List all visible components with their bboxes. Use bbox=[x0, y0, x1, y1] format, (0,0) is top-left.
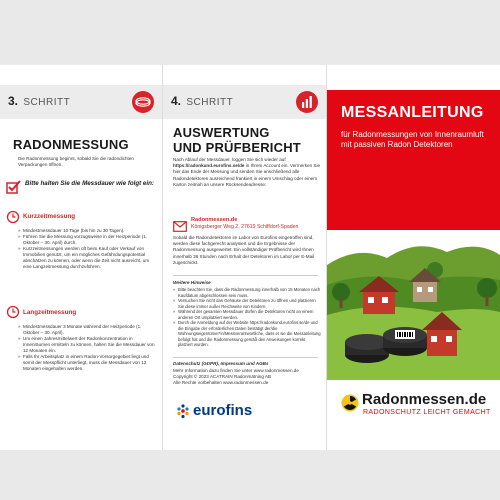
brochure-sheet bbox=[0, 65, 500, 450]
eurofins-logo: eurofins bbox=[193, 402, 253, 419]
notes-list bbox=[173, 287, 321, 348]
list-item: » Während der gesamten Messdauer dürfen die Detektoren nicht an einem anderen Ort umplatziert werden. bbox=[173, 309, 321, 320]
short-term-title: Kurzzeitmessung bbox=[23, 213, 76, 220]
radiation-logo-icon bbox=[341, 394, 359, 417]
step-number: 4. bbox=[171, 94, 182, 108]
rights-text: Alle Rechte vorbehalten www.radonmessen.de bbox=[173, 380, 269, 385]
list-item: » Bitte beachten Sie, dass die Radonmessung innerhalb von 15 Monaten nach Kaufdatum abgeschlossen sein muss. bbox=[173, 287, 321, 298]
eurofins-logo-icon bbox=[175, 403, 191, 424]
detector-icon bbox=[132, 91, 154, 113]
list-item: » Führen Sie die Messung vorzugsweise in der Heizperiode (1. Oktober – 30. April) durch. bbox=[18, 234, 158, 246]
clock-icon bbox=[6, 210, 20, 229]
step-bar bbox=[0, 85, 162, 119]
brand-tagline: RADONSCHUTZ LEICHT GEMACHT bbox=[363, 409, 491, 416]
instructions-text bbox=[173, 157, 321, 188]
panel-step-4 bbox=[163, 65, 327, 450]
step-label bbox=[8, 94, 70, 108]
evaluation-text: Sobald die Radondetektoren im Labor von Eurofins eingetroffen sind, werden diese fachgerecht analysiert und die Ergebnisse der Radonmessung ausgewertet. Ein vollständiger Prüfbericht wird Ihnen innerhalb 36 Stunden nach Erhalt der Detektoren im Labor per E-Mail zugeschickt. bbox=[173, 235, 315, 265]
list-item: » Mindestmessdauer 3 Monate während der Heizperiode (1. Oktober – 30. April). bbox=[18, 324, 158, 336]
long-term-title: Langzeitmessung bbox=[23, 309, 77, 316]
short-term-list bbox=[18, 228, 158, 270]
checkbox-icon bbox=[6, 179, 22, 200]
chart-icon bbox=[296, 91, 318, 113]
section-title: RADONMESSUNG bbox=[13, 137, 129, 152]
list-item: » Falls Ihr Arbeitsplatz in einem Radon-Vorsorgegebiet liegt und somit der Messpflicht unterliegt, muss die Messdauer von 12 Monaten eingehalten werden. bbox=[18, 354, 158, 372]
long-term-list bbox=[18, 324, 158, 372]
instructions-part: Nach Ablauf der Messdauer, loggen Sie sich wieder auf bbox=[173, 157, 286, 162]
intro-text: Die Radonmessung beginnt, sobald Sie die radondichten Verpackungen öffnen. bbox=[18, 156, 134, 168]
return-address bbox=[191, 217, 321, 231]
step-bar bbox=[163, 85, 326, 119]
step-label bbox=[171, 94, 233, 108]
clock-icon bbox=[6, 305, 20, 324]
cover-title: MESSANLEITUNG bbox=[341, 104, 484, 121]
section-title bbox=[173, 125, 301, 155]
title-line-2: UND PRÜFBERICHT bbox=[173, 140, 301, 155]
title-box bbox=[327, 90, 500, 230]
copyright-text: Copyright © 2023 ACATRAIN Radonmätning AB bbox=[173, 374, 272, 379]
privacy-text: Mehr Information dazu finden Sie unter www.radonmessen.de bbox=[173, 368, 299, 373]
privacy-title: Datenschutz (GDPR), Impressum und AGBs bbox=[173, 361, 269, 366]
notes-title: Weitere Hinweise bbox=[173, 280, 211, 285]
address-name: Radonmessen.de bbox=[191, 217, 238, 223]
list-item: » Durch die Anmeldung auf der Website https://radonkund.eurofins.se/de und die Eingabe der erforderlichen Daten bestätigt der/die Wohnungseigentümer*in/Messverantwortliche, dass er sie die Messanleitung befolgt hat und die Radonmessung gemäß den Anweisungen korrekt platziert wurden. bbox=[173, 320, 321, 348]
title-line-1: AUSWERTUNG bbox=[173, 125, 270, 140]
duration-notice: Bitte halten Sie die Messdauer wie folgt ein: bbox=[25, 180, 154, 187]
cover-panel bbox=[327, 65, 500, 450]
address-street: Königsberger Weg 2, 27619 Schiffdorf-Spaden bbox=[191, 224, 299, 230]
list-item: » Um einen Jahresmittelwert der Radonkonzentration in Innenräumen ermitteln zu können, halten Sie die Messdauer von 12 Monaten ein. bbox=[18, 336, 158, 354]
list-item: » Mindestmessdauer 10 Tage (bis hin zu 30 Tagen). bbox=[18, 228, 158, 234]
instructions-part: in Ihrem Account ein. Vermerken Sie hier das Ende der Messung und senden Sie anschließend alle Radondetektoren ausreichend frankiert in einem Umschlag oder einem Karton zeitnah an unsere Rücksendeadresse: bbox=[173, 163, 321, 187]
divider bbox=[173, 275, 318, 276]
step-number: 3. bbox=[8, 94, 19, 108]
brand-logo: Radonmessen.de bbox=[362, 391, 487, 408]
landscape-illustration bbox=[327, 230, 500, 385]
cover-subtitle: für Radonmessungen von Innenraumluft mit passiven Radon Detektoren bbox=[341, 130, 484, 149]
list-item: » Kurzzeitmessungen werden oft beim Kauf oder Verkauf von Immobilien genutzt, um ein mögliches Gefährdungspotential abschätzen zu können, oder wenn die Zeit nicht ausreicht, um eine Langzeitmessung durchzuführen. bbox=[18, 246, 158, 270]
divider bbox=[173, 357, 318, 358]
account-link[interactable]: https://radonkund.eurofins.se/de bbox=[173, 163, 245, 169]
step-word: SCHRITT bbox=[23, 97, 71, 108]
list-item: » Versuchen Sie nicht das Gehäuse der Detektoren zu öffnen und platzieren Sie diese immer außer Reichweite von Kindern. bbox=[173, 298, 321, 309]
panel-step-3 bbox=[0, 65, 163, 450]
step-word: SCHRITT bbox=[186, 97, 234, 108]
